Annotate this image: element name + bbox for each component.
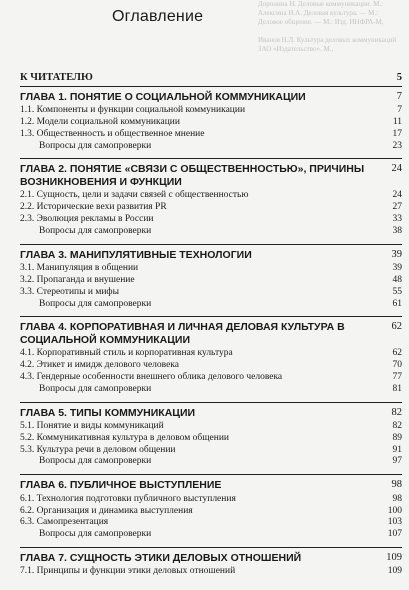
- toc-questions-entry[interactable]: [20, 456, 402, 468]
- toc-chapter-heading[interactable]: [20, 244, 402, 262]
- toc-entry-title: 2.1. Сущность, цели и задачи связей с общественностью: [20, 190, 249, 201]
- bleed-line: [258, 27, 409, 36]
- toc-chapter: [20, 316, 402, 400]
- toc-section-entry[interactable]: [20, 263, 402, 275]
- toc-section-entry[interactable]: [20, 421, 402, 433]
- chapter-spacer: [20, 468, 402, 473]
- toc-entry-page: 70: [392, 360, 402, 371]
- toc-section-entry[interactable]: [20, 275, 402, 287]
- toc-questions-entry[interactable]: [20, 141, 402, 153]
- toc-entry-title: 3.3. Стереотипы и мифы: [20, 286, 119, 297]
- toc-entry-title: 5.2. Коммуникативная культура в деловом общении: [20, 432, 229, 443]
- toc-entry-title: Вопросы для самопроверки: [39, 383, 152, 394]
- chapter-title: ГЛАВА 2. ПОНЯТИЕ «СВЯЗИ С ОБЩЕСТВЕННОСТЬЮ», ПРИЧИНЫ ВОЗНИКНОВЕНИЯ И ФУНКЦИИ: [20, 163, 365, 188]
- toc-entry-title: 6.2. Организация и динамика выступления: [20, 505, 193, 516]
- toc-section-entry[interactable]: [20, 287, 402, 299]
- toc-questions-entry[interactable]: [20, 226, 402, 238]
- toc-chapter: [20, 86, 402, 158]
- toc-section-entry[interactable]: [20, 214, 402, 226]
- toc-section-entry[interactable]: [20, 372, 402, 384]
- chapter-page: 98: [391, 479, 402, 491]
- toc-entry-page: 103: [387, 517, 402, 528]
- toc-entry-title: 2.2. Исторические вехи развития PR: [20, 202, 167, 213]
- bleed-line: Доронина Н. Деловые коммуникации. М.:: [258, 0, 384, 8]
- chapter-page: 24: [391, 163, 402, 175]
- toc-entry-page: 7: [397, 105, 402, 116]
- toc-entry-page: 11: [392, 117, 402, 128]
- chapter-page: 82: [391, 406, 402, 418]
- bleed-line: ЗАО «Издательство». М.,: [258, 45, 334, 53]
- toc-front-entry[interactable]: [20, 72, 402, 84]
- toc-entry-page: 98: [392, 493, 402, 504]
- toc-entry-page: 24: [392, 190, 402, 201]
- toc-entry-page: 17: [392, 128, 402, 139]
- toc-section-entry[interactable]: [20, 566, 402, 578]
- toc-section-entry[interactable]: [20, 202, 402, 214]
- toc-entry-title: 4.2. Этикет и имидж делового человека: [20, 360, 179, 371]
- toc-entry-page: 82: [392, 421, 402, 432]
- toc-chapter: [20, 158, 402, 242]
- toc-entry-page: 39: [392, 263, 402, 274]
- toc-chapter: [20, 547, 402, 583]
- chapter-title: ГЛАВА 7. СУЩНОСТЬ ЭТИКИ ДЕЛОВЫХ ОТНОШЕНИЙ: [20, 551, 302, 564]
- toc-section-entry[interactable]: [20, 105, 402, 117]
- chapter-title: ГЛАВА 6. ПУБЛИЧНОЕ ВЫСТУПЛЕНИЕ: [20, 479, 222, 492]
- toc-entry-title: 6.1. Технология подготовки публичного выступления: [20, 493, 236, 504]
- toc-section-entry[interactable]: [20, 494, 402, 506]
- toc-questions-entry[interactable]: [20, 299, 402, 311]
- toc-entry-page: 5: [396, 72, 402, 83]
- chapter-spacer: [20, 578, 402, 583]
- toc-entry-page: 81: [392, 383, 402, 394]
- chapter-spacer: [20, 310, 402, 315]
- toc-entry-page: 55: [392, 286, 402, 297]
- bleed-through-text: [258, 0, 409, 70]
- toc-entry-page: 89: [392, 432, 402, 443]
- toc-entry-title: Вопросы для самопроверки: [39, 456, 152, 467]
- toc-entry-title: К ЧИТАТЕЛЮ: [20, 72, 93, 83]
- chapter-spacer: [20, 396, 402, 401]
- toc-entry-title: Вопросы для самопроверки: [39, 140, 152, 151]
- toc-section-entry[interactable]: [20, 117, 402, 129]
- toc-questions-entry[interactable]: [20, 529, 402, 541]
- toc-entry-page: 48: [392, 274, 402, 285]
- toc-section-entry[interactable]: [20, 129, 402, 141]
- toc-section-entry[interactable]: [20, 445, 402, 457]
- toc-entry-page: 107: [387, 529, 402, 540]
- toc-section-entry[interactable]: [20, 517, 402, 529]
- toc-entry-page: 97: [392, 456, 402, 467]
- toc-chapter-heading[interactable]: [20, 86, 402, 104]
- toc-entry-page: 91: [392, 444, 402, 455]
- bleed-line: Алексина И.А. Деловая культура. — М.:: [258, 9, 379, 17]
- chapter-page: 39: [391, 248, 402, 260]
- toc-chapter-heading[interactable]: [20, 547, 402, 565]
- chapter-title: ГЛАВА 1. ПОНЯТИЕ О СОЦИАЛЬНОЙ КОММУНИКАЦИИ: [20, 90, 306, 103]
- chapter-spacer: [20, 238, 402, 243]
- chapter-page: 7: [396, 90, 402, 102]
- toc-chapter: [20, 474, 402, 546]
- toc-entry-title: 2.3. Эволюция рекламы в России: [20, 214, 154, 225]
- toc-entry-title: Вопросы для самопроверки: [39, 529, 152, 540]
- chapter-title: ГЛАВА 5. ТИПЫ КОММУНИКАЦИИ: [20, 406, 196, 419]
- toc-entry-page: 33: [392, 214, 402, 225]
- chapter-spacer: [20, 152, 402, 157]
- toc-chapter-heading[interactable]: [20, 474, 402, 492]
- toc-entry-title: 6.3. Самопрезентация: [20, 517, 109, 528]
- bleed-line: Иванов Н.Л. Культура деловых коммуникаций: [258, 36, 397, 44]
- toc-entry-title: Вопросы для самопроверки: [39, 298, 152, 309]
- toc-entry-title: 7.1. Принципы и функции этики деловых отношений: [20, 566, 236, 577]
- toc-section-entry[interactable]: [20, 506, 402, 518]
- toc-entry-title: 4.1. Корпоративный стиль и корпоративная культура: [20, 348, 233, 359]
- toc-chapter: [20, 402, 402, 474]
- toc-chapter-heading[interactable]: [20, 316, 402, 346]
- toc-section-entry[interactable]: [20, 433, 402, 445]
- toc-entry-title: 3.2. Пропаганда и внушение: [20, 274, 135, 285]
- toc-entry-page: 27: [392, 202, 402, 213]
- toc-entry-page: 23: [392, 140, 402, 151]
- toc-entry-title: 5.1. Понятие и виды коммуникаций: [20, 421, 164, 432]
- toc-entry-page: 100: [387, 505, 402, 516]
- page-title: Оглавление: [112, 8, 204, 25]
- toc-entry-page: 109: [387, 566, 402, 577]
- toc-section-entry[interactable]: [20, 360, 402, 372]
- toc-chapter-heading[interactable]: [20, 158, 402, 188]
- toc-chapter-heading[interactable]: [20, 402, 402, 420]
- toc-entry-title: 3.1. Манипуляция в общении: [20, 263, 139, 274]
- toc-entry-title: 4.3. Гендерные особенности внешнего облика делового человека: [20, 371, 283, 382]
- chapter-title: ГЛАВА 4. КОРПОРАТИВНАЯ И ЛИЧНАЯ ДЕЛОВАЯ КУЛЬТУРА В СОЦИАЛЬНОЙ КОММУНИКАЦИИ: [20, 321, 345, 346]
- toc-entry-page: 38: [392, 225, 402, 236]
- toc-entry-page: 62: [392, 348, 402, 359]
- toc-entry-title: 1.2. Модели социальной коммуникации: [20, 117, 180, 128]
- chapter-spacer: [20, 541, 402, 546]
- toc-entry-page: 61: [392, 298, 402, 309]
- bleed-line: Деловое общение. — М.: Изд. ИНФРА-М,: [258, 18, 384, 26]
- toc-section-entry[interactable]: [20, 348, 402, 360]
- toc-entry-title: 1.1. Компоненты и функции социальной коммуникации: [20, 105, 246, 116]
- chapter-page: 62: [391, 321, 402, 333]
- chapter-title: ГЛАВА 3. МАНИПУЛЯТИВНЫЕ ТЕХНОЛОГИИ: [20, 248, 252, 261]
- toc-entry-title: 1.3. Общественность и общественное мнение: [20, 128, 205, 139]
- toc-section-entry[interactable]: [20, 190, 402, 202]
- toc-entry-title: 5.3. Культура речи в деловом общении: [20, 444, 176, 455]
- toc-entry-page: 77: [392, 371, 402, 382]
- toc-questions-entry[interactable]: [20, 384, 402, 396]
- toc-chapter: [20, 244, 402, 316]
- table-of-contents: [20, 72, 402, 583]
- chapter-page: 109: [386, 551, 402, 563]
- toc-entry-title: Вопросы для самопроверки: [39, 225, 152, 236]
